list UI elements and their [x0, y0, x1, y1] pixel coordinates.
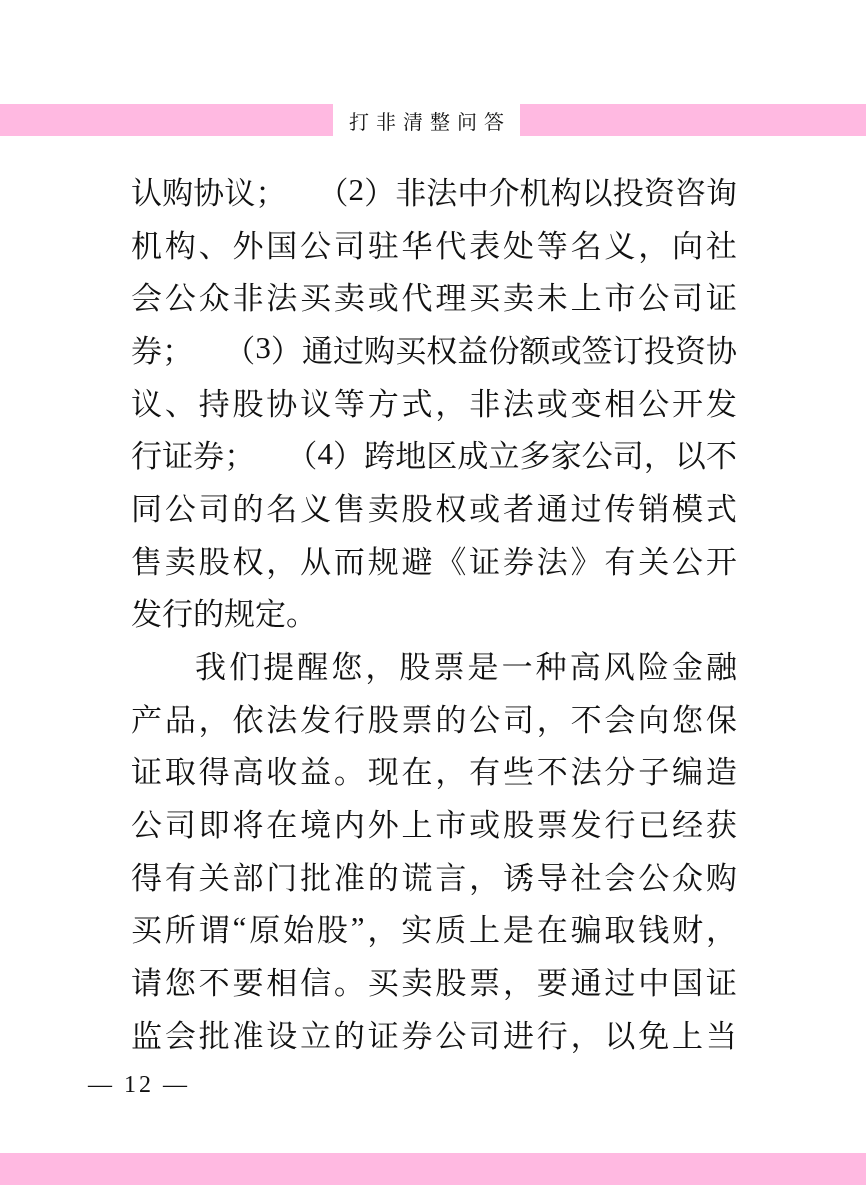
text-line: 券 ； （ 3 ） 通 过 购 买 权 益 份 额 或 签 订 投 资 协 [131, 330, 737, 369]
text-line: 发行的规定。 [131, 597, 317, 633]
header-bar-left [0, 104, 333, 136]
footer-bar [0, 1153, 866, 1185]
text-line: 请 您 不 要 相 信 。 买 卖 股 票 ， 要 通 过 中 国 证 [131, 966, 737, 1002]
text-line: 会 公 众 非 法 买 卖 或 代 理 买 卖 未 上 市 公 司 证 [131, 281, 737, 317]
text-line: 证 取 得 高 收 益 。 现 在 ， 有 些 不 法 分 子 编 造 [131, 755, 737, 791]
page-number: — 12 — [88, 1072, 190, 1098]
text-line: 认 购 协 议 ； （ 2 ） 非 法 中 介 机 构 以 投 资 咨 询 [131, 172, 737, 211]
text-line: 买 所 谓 “ 原 始 股 ” ， 实 质 上 是 在 骗 取 钱 财 ， [131, 909, 737, 949]
text-line: 我 们 提 醒 您 ， 股 票 是 一 种 高 风 险 金 融 [195, 650, 737, 686]
text-line: 产 品 ， 依 法 发 行 股 票 的 公 司 ， 不 会 向 您 保 [131, 702, 737, 738]
text-line: 公 司 即 将 在 境 内 外 上 市 或 股 票 发 行 已 经 获 [131, 808, 737, 844]
page-title: 打非清整问答 [349, 111, 511, 134]
text-line: 售 卖 股 权 ， 从 而 规 避 《 证 券 法 》 有 关 公 开 [131, 544, 737, 580]
text-line: 议 、 持 股 协 议 等 方 式 ， 非 法 或 变 相 公 开 发 [131, 386, 737, 422]
header-bar-right [520, 104, 866, 136]
text-line: 机 构 、 外 国 公 司 驻 华 代 表 处 等 名 义 ， 向 社 [131, 228, 737, 264]
body-text [131, 164, 737, 1060]
text-line: 得 有 关 部 门 批 准 的 谎 言 ， 诱 导 社 会 公 众 购 [131, 860, 737, 896]
text-line: 行 证 券 ； （ 4 ） 跨 地 区 成 立 多 家 公 司 ， 以 不 [131, 435, 737, 475]
text-line: 监 会 批 准 设 立 的 证 券 公 司 进 行 ， 以 免 上 当 [131, 1018, 737, 1054]
text-line: 同 公 司 的 名 义 售 卖 股 权 或 者 通 过 传 销 模 式 [131, 491, 737, 527]
